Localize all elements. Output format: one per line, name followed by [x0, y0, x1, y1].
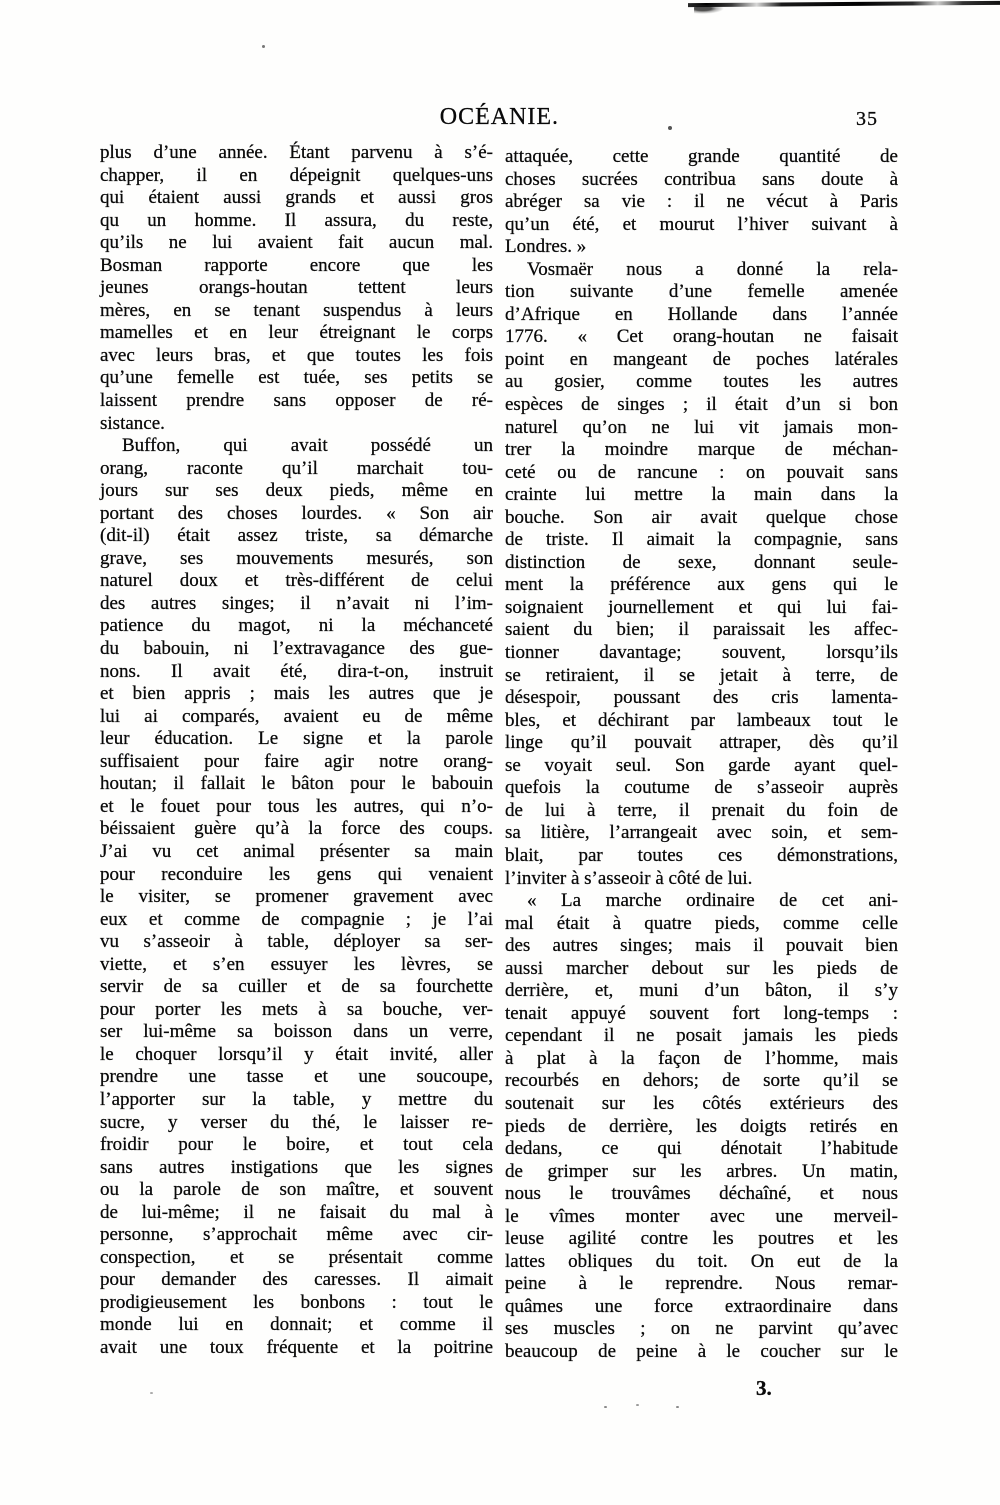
text-line: point en mangeant de poches latérales	[505, 348, 898, 370]
text-line: attaquée, cette grande quantité de	[505, 146, 898, 167]
text-line: mères, en se tenant suspendus à leurs	[100, 299, 493, 321]
text-line: pour reconduire les gens qui venaient	[100, 863, 493, 885]
text-line: tionner davantage; souvent, lorsqu’ils	[505, 642, 898, 664]
text-line: conspection, et se présentait comme	[100, 1246, 493, 1268]
text-line: leur éducation. Le signe et la parole	[100, 728, 493, 750]
page-number: 35	[856, 108, 878, 130]
text-line: plus d’une année. Étant parvenu à s’é-	[100, 142, 493, 163]
text-line: monde lui en donnait; et comme il	[100, 1314, 493, 1336]
text-line: soutenait sur les côtés extérieurs des	[505, 1092, 898, 1114]
text-line: naturel doux et très-différent de celui	[100, 570, 493, 592]
text-line: « La marche ordinaire de cet ani-	[527, 890, 898, 912]
text-line: qu’ils ne lui avaient fait aucun mal.	[100, 232, 493, 254]
text-line: qu’une femelle est tuée, ses petits se	[100, 367, 493, 389]
text-line: dedans, ce qui dénotait l’habitude	[505, 1138, 898, 1160]
text-line: patience du magot, ni la méchanceté	[100, 615, 493, 637]
scan-artifact	[688, 1, 1000, 7]
text-line: qu un homme. Il assura, du reste,	[100, 209, 493, 231]
text-line: beaucoup de peine à le coucher sur le	[505, 1340, 898, 1362]
text-line: lattes obliques du toit. On eut de la	[505, 1250, 898, 1272]
text-line: Londres. »	[505, 236, 587, 258]
left-column	[100, 142, 493, 1360]
text-line: et le fouet pour tous les autres, qui n’o-	[100, 795, 493, 817]
text-line: choses sucrées contribua sans doute à	[505, 168, 898, 190]
right-column	[505, 146, 898, 1364]
text-line: Bosman rapporte encore que les	[100, 254, 493, 276]
scan-speckle	[150, 1392, 153, 1394]
text-line: lui ai comparés, avaient eu de même	[100, 705, 493, 727]
text-line: ou la parole de son maître, et souvent	[100, 1179, 493, 1201]
text-line: de triste. Il aimait la compagnie, sans	[505, 529, 898, 551]
text-line: avec leurs bras, et que toutes les fois	[100, 344, 493, 366]
text-line: naturel qu’on ne lui vit jamais mon-	[505, 416, 898, 438]
scan-speckle	[636, 1404, 639, 1406]
text-line: portant des choses lourdes. « Son air	[100, 502, 493, 524]
text-line: eux et comme de compagnie ; je l’ai	[100, 908, 493, 930]
text-line: du babouin, ni l’extravagance des gue-	[100, 638, 493, 660]
text-line: jours sur ses deux pieds, même en	[100, 480, 493, 502]
text-line: béissaient guère qu’à la force des coups.	[100, 818, 493, 840]
text-line: le visiter, se promener gravement avec	[100, 886, 493, 908]
text-line: tion suivante d’une femelle amenée	[505, 281, 898, 303]
page-header	[0, 104, 1000, 136]
text-line: 1776. « Cet orang-houtan ne faisait	[505, 326, 898, 348]
text-line: nons. Il avait été, dira-t-on, instruit	[100, 660, 493, 682]
text-line: jeunes orangs-houtan tettent leurs	[100, 277, 493, 299]
text-line: d’Afrique en Hollande dans l’année	[505, 303, 898, 325]
text-line: au gosier, comme toutes les autres	[505, 371, 898, 393]
text-line: cependant il ne posait jamais les pieds	[505, 1025, 898, 1047]
text-line: personne, s’approchait même avec cir-	[100, 1224, 493, 1246]
signature-mark: 3.	[756, 1376, 772, 1400]
text-line: bouche. Son air avait quelque chose	[505, 506, 898, 528]
text-line: ser lui-même sa boisson dans un verre,	[100, 1021, 493, 1043]
text-line: peine à le reprendre. Nous remar-	[505, 1273, 898, 1295]
text-line: sucre, y verser du thé, le laisser re-	[100, 1111, 493, 1133]
text-line: bles, et déchirant par lambeaux tout le	[505, 709, 898, 731]
scan-speckle	[604, 1406, 607, 1408]
text-line: nous le trouvâmes déchaîné, et nous	[505, 1183, 898, 1205]
text-line: qui étaient aussi grands et aussi gros	[100, 187, 493, 209]
text-line: des autres singes; il n’avait ni l’im-	[100, 592, 493, 614]
text-line: quefois la coutume de s’asseoir auprès	[505, 777, 898, 799]
text-line: de lui-même; il ne faisait du mal à	[100, 1201, 493, 1223]
text-line: le vîmes monter avec une merveil-	[505, 1205, 898, 1227]
text-line: (dit-il) était assez triste, sa démarche	[100, 525, 493, 547]
text-line: blait, par toutes ces démonstrations,	[505, 844, 898, 866]
text-line: prendre une tasse et une soucoupe,	[100, 1066, 493, 1088]
text-line: sistance.	[100, 412, 165, 434]
text-line: l’inviter à s’asseoir à côté de lui.	[505, 867, 753, 889]
text-line: Buffon, qui avait possédé un	[122, 435, 493, 457]
text-line: quâmes une force extraordinaire dans	[505, 1295, 898, 1317]
text-line: orang, raconte qu’il marchait tou-	[100, 457, 493, 479]
scan-speckle	[676, 1406, 679, 1408]
text-line: de lui à terre, il prenait du foin de	[505, 799, 898, 821]
text-line: J’ai vu cet animal présenter sa main	[100, 840, 493, 862]
running-title: OCÉANIE.	[439, 104, 560, 130]
text-line: soignaient journellement et qui lui fai-	[505, 596, 898, 618]
text-line: chapper, il en dépeignit quelques-uns	[100, 164, 493, 186]
text-line: avait une toux fréquente et la poitrine	[100, 1336, 493, 1358]
text-line: distinction de sexe, donnant seule-	[505, 551, 898, 573]
text-line: sans autres instigations que les signes	[100, 1156, 493, 1178]
text-line: pour porter les mets à sa bouche, ver-	[100, 998, 493, 1020]
text-line: prodigieusement les bonbons : tout le	[100, 1291, 493, 1313]
text-line: et bien appris ; mais les autres que je	[100, 683, 493, 705]
text-line: crainte lui mettre la main dans la	[505, 484, 898, 506]
text-line: suffisaient pour faire agir notre orang-	[100, 750, 493, 772]
text-line: viette, et s’en essuyer les lèvres, se	[100, 953, 493, 975]
scan-speckle	[262, 45, 265, 48]
text-line: Vosmaër nous a donné la rela-	[527, 258, 898, 280]
text-line: servir de sa cuiller et de sa fourchette	[100, 976, 493, 998]
text-line: le choquer lorsqu’il y était invité, aller	[100, 1043, 493, 1065]
text-line: se voyait seul. Son garde ayant quel-	[505, 754, 898, 776]
text-line: trer la moindre marque de méchan-	[505, 439, 898, 461]
text-line: sa litière, l’arrangeait avec soin, et sem-	[505, 822, 898, 844]
text-line: de grimper sur les arbres. Un matin,	[505, 1160, 898, 1182]
text-line: abréger sa vie : il ne vécut à Paris	[505, 191, 898, 213]
text-line: grave, ses mouvements mesurés, son	[100, 547, 493, 569]
text-line: qu’un été, et mourut l’hiver suivant à	[505, 213, 898, 235]
text-line: derrière, et, muni d’un bâton, il s’y	[505, 980, 898, 1002]
text-line: pour demander des caresses. Il aimait	[100, 1269, 493, 1291]
text-line: l’apporter sur la table, y mettre du	[100, 1088, 493, 1110]
text-line: ses muscles ; on ne parvint qu’avec	[505, 1318, 898, 1340]
text-line: se retiraient, il se jetait à terre, de	[505, 664, 898, 686]
text-line: leuse agilité contre les poutres et les	[505, 1228, 898, 1250]
text-line: aussi marcher debout sur les pieds de	[505, 957, 898, 979]
text-line: désespoir, poussant des cris lamenta-	[505, 687, 898, 709]
text-line: recourbés en dehors; de sorte qu’il se	[505, 1070, 898, 1092]
text-line: linge qu’il pouvait attraper, dès qu’il	[505, 732, 898, 754]
text-line: vu s’asseoir à table, déployer sa ser-	[100, 931, 493, 953]
text-line: houtan; il fallait le bâton pour le babouin	[100, 773, 493, 795]
text-line: mamelles et en leur étreignant le corps	[100, 322, 493, 344]
text-line: ceté ou de rancune : on pouvait sans	[505, 461, 898, 483]
text-line: pieds de derrière, les doigts retirés en	[505, 1115, 898, 1137]
text-line: tenait appuyé souvent fort long-temps :	[505, 1002, 898, 1024]
text-line: des autres singes; mais il pouvait bien	[505, 935, 898, 957]
text-line: à plat à la façon de l’homme, mais	[505, 1047, 898, 1069]
text-line: saient du bien; il paraissait les affec-	[505, 619, 898, 641]
scan-speckle	[668, 126, 672, 130]
text-line: froidir pour le boire, et tout cela	[100, 1134, 493, 1156]
text-line: espèces de singes ; il était d’un si bon	[505, 394, 898, 416]
text-line: ment la préférence aux gens qui le	[505, 574, 898, 596]
text-line: laissent prendre sans opposer de ré-	[100, 390, 493, 412]
text-line: mal était à quatre pieds, comme celle	[505, 912, 898, 934]
